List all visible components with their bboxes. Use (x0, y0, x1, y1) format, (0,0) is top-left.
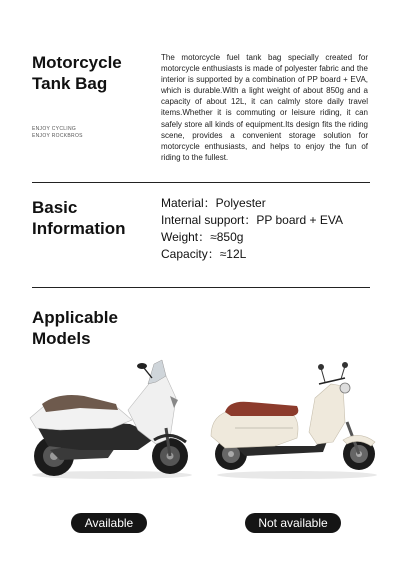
tagline-line2: ENJOY ROCKBROS (32, 133, 83, 139)
info-weight: Weight：≈850g (161, 230, 244, 244)
available-badge: Available (71, 513, 147, 533)
divider-1 (32, 182, 370, 183)
intro-title-line2: Tank Bag (32, 74, 108, 93)
models-title-line2: Models (32, 329, 91, 348)
intro-description: The motorcycle fuel tank bag specially created for motorcycle enthusiasts is made of polyester fabric and the interior is supported by a combination of PP board + EVA, which is durable.With a light weight of about 850g and a capacity of about 12L, it can calmly store daily travel items.Whether it is commuting or leisure riding, it can safely store all kinds of equipment.Its design fits the riding scene, provides a convenient storage solution for motorcycle enthusiasts, and helps to enjoy the fun of riding to the fullest. (161, 53, 368, 162)
basic-info-title (32, 197, 126, 239)
models-title (32, 307, 118, 349)
tagline-line1: ENJOY CYCLING (32, 126, 77, 132)
info-material: Material：Polyester (161, 196, 266, 210)
basic-title-line1: Basic (32, 198, 78, 217)
intro-title-line1: Motorcycle (32, 53, 122, 72)
info-internal-support: Internal support：PP board + EVA (161, 213, 343, 227)
intro-title (32, 52, 122, 94)
basic-info-list (161, 195, 343, 263)
models-title-line1: Applicable (32, 308, 118, 327)
basic-title-line2: Information (32, 219, 126, 238)
divider-2 (32, 287, 370, 288)
info-capacity: Capacity：≈12L (161, 247, 247, 261)
not-available-badge: Not available (245, 513, 341, 533)
scooter-not-available-image (205, 362, 383, 480)
scooter-available-image (20, 358, 196, 480)
intro-tagline (32, 126, 83, 140)
